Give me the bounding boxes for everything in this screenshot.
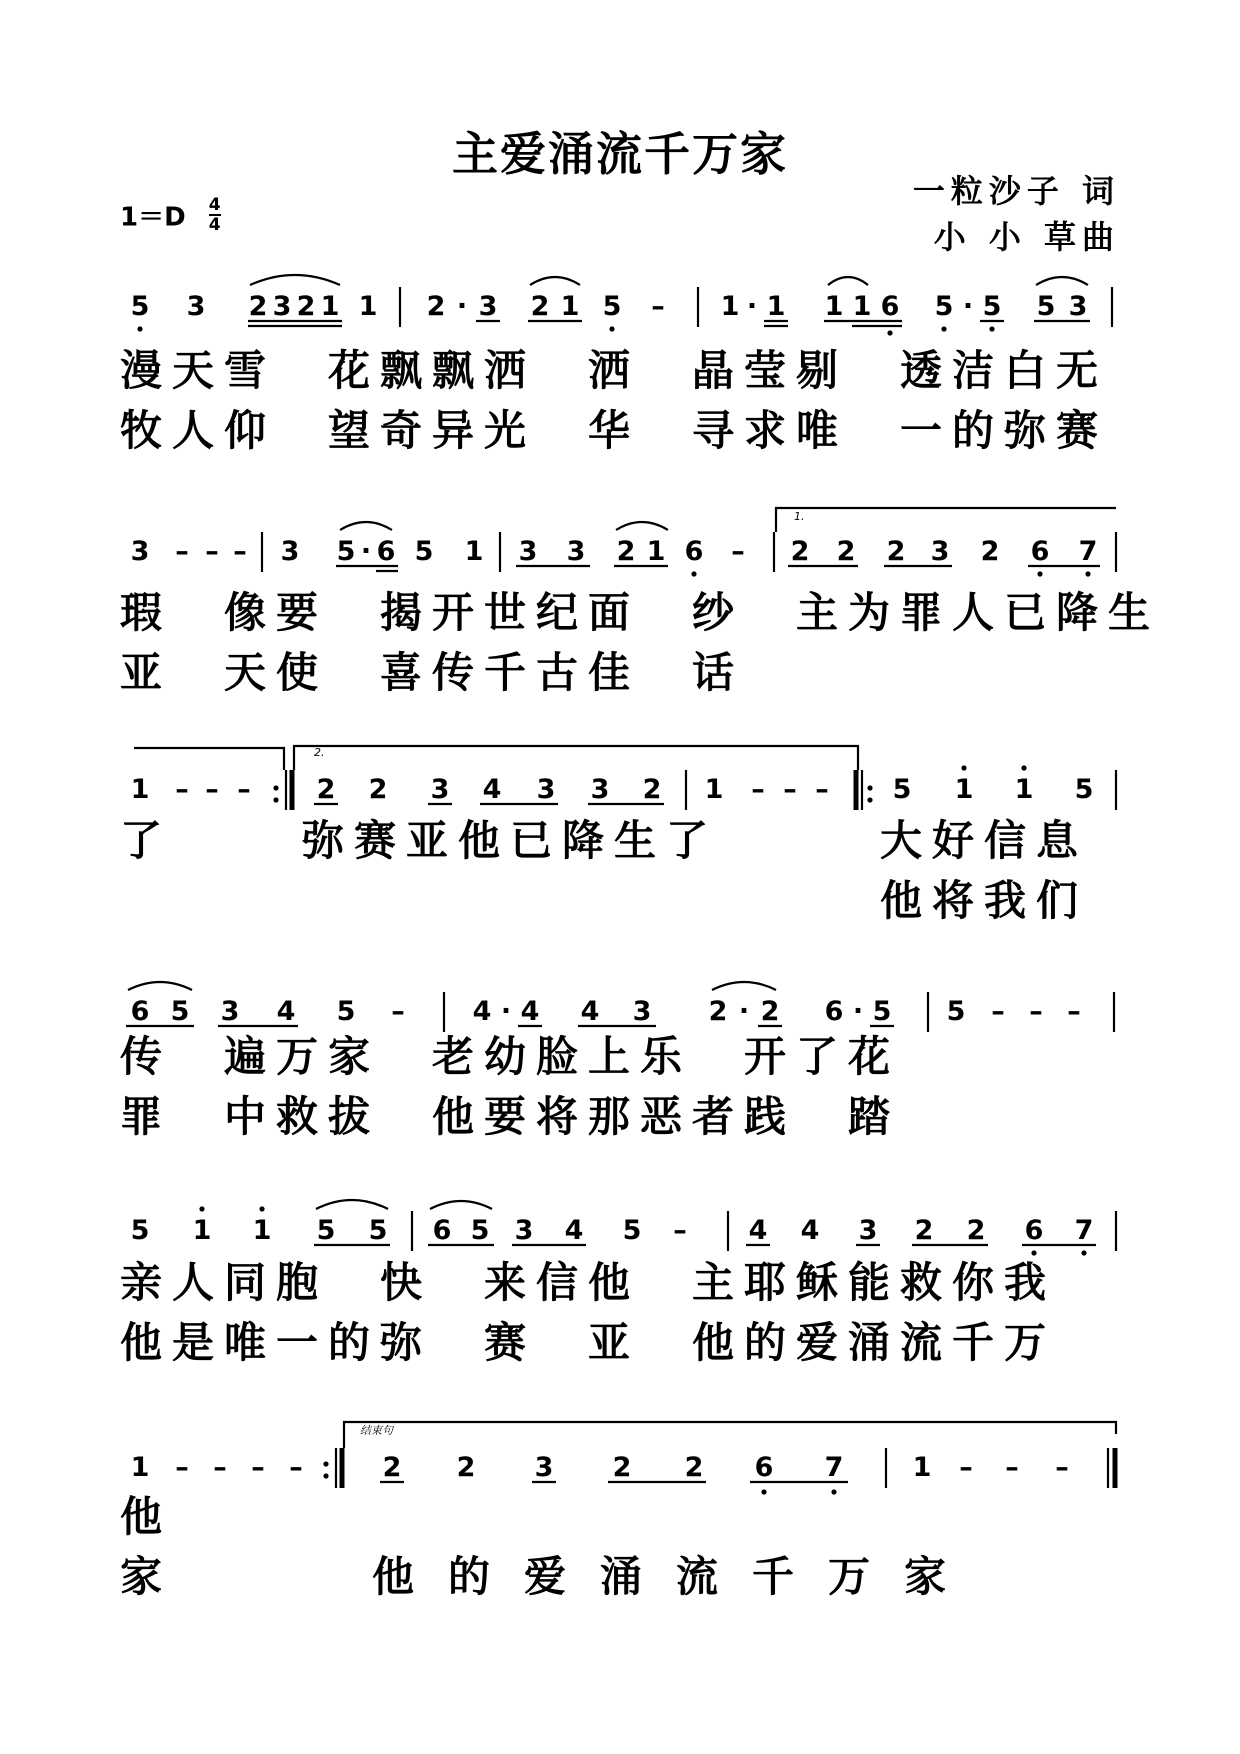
notation-line [430,1201,492,1209]
note: – [959,1452,973,1483]
note: 5 [1074,774,1094,805]
note: 2 [980,536,1000,567]
octave-dot [199,1206,204,1211]
lyricist-credit: 一粒沙子 词 [912,172,1120,210]
lyric: 了 [120,816,173,865]
octave-dot [259,1206,264,1211]
lyric: 瑕 像要 揭开世纪面 纱 主为罪人已降生 [120,588,1161,637]
key-signature [120,196,221,234]
note: 5 [872,996,892,1027]
note: 2 [790,536,810,567]
time-signature [209,196,221,234]
note: 1 [320,291,340,322]
note: 6 [130,996,150,1027]
note: 4 [800,1215,820,1246]
note: – [213,1452,227,1483]
note: 4 [276,996,296,1027]
note: 5 [336,996,356,1027]
note: 5 [470,1215,490,1246]
ending-bracket [344,1422,1116,1448]
note: 3 [514,1215,534,1246]
notation-line [250,275,340,285]
note: 4 [580,996,600,1027]
octave-dot [1085,571,1090,576]
note: 5 [316,1215,336,1246]
note: 3 [1068,291,1088,322]
note: 4 [472,996,492,1027]
note: 6 [684,536,704,567]
note: 3 [430,774,450,805]
note: 2 [966,1215,986,1246]
note: 1 [1014,774,1034,805]
note: 1 [252,1215,272,1246]
note: – [233,536,247,567]
lyric: 漫天雪 花飘飘洒 洒 晶莹剔 透洁白无 [120,346,1109,395]
note: 3 [590,774,610,805]
note: 3 [272,291,292,322]
note: 3 [478,291,498,322]
note: 2 [612,1452,632,1483]
lyric: 家 [120,1552,173,1601]
lyric: 他的爱涌流千万家 [372,1552,981,1601]
note: 7 [1078,536,1098,567]
note: 3 [536,774,556,805]
note: – [289,1452,303,1483]
note: – [205,536,219,567]
lyric: 亲人同胞 快 来信他 主耶稣能救你我 [120,1258,1057,1307]
lyric: 他将我们 [880,876,1089,925]
note: – [175,1452,189,1483]
note: 2 [426,291,446,322]
note: 5 [934,291,954,322]
note: 5 [368,1215,388,1246]
note: 2 [456,1452,476,1483]
note: · [746,291,758,322]
octave-dot [867,797,872,802]
note: 3 [566,536,586,567]
note: 5 [130,291,150,322]
note: – [673,1215,687,1246]
notation-line [712,982,776,990]
note: 2 [684,1452,704,1483]
notation-group [137,326,994,335]
note: 2 [642,774,662,805]
octave-dot [1037,571,1042,576]
octave-dot [323,1473,328,1478]
note: 6 [754,1452,774,1483]
note: 1 [130,1452,150,1483]
note: 5 [414,536,434,567]
lyric: 传 遍万家 老幼脸上乐 开了花 [120,1032,901,1081]
notation-line [316,1200,388,1209]
note: 4 [482,774,502,805]
notation-line [530,277,580,285]
note: 6 [880,291,900,322]
key-label: 1＝D [120,202,186,233]
note: 2 [616,536,636,567]
note: 2 [914,1215,934,1246]
volta-first-label: 1. [794,510,805,523]
note: 3 [220,996,240,1027]
notation-line [340,522,392,530]
note: 1 [824,291,844,322]
note: 5 [982,291,1002,322]
octave-dot [887,330,892,335]
note: – [1067,996,1081,1027]
note: 1 [766,291,786,322]
time-top: 4 [208,195,221,215]
lyric: 亚 天使 喜传千古佳 话 [120,648,745,697]
note: – [251,1452,265,1483]
staff-system-2 [0,500,1240,590]
notation-group [131,1452,1069,1483]
lyric: 他是唯一的弥 赛 亚 他的爱涌流千万 [120,1318,1057,1367]
note: 1 [954,774,974,805]
volta-second-label: 2. [314,746,325,759]
note: · [738,996,750,1027]
note: – [1055,1452,1069,1483]
note: 3 [534,1452,554,1483]
note: 1 [704,774,724,805]
note: 1 [720,291,740,322]
note: · [456,291,468,322]
note: 4 [564,1215,584,1246]
note: 6 [1024,1215,1044,1246]
note: 3 [858,1215,878,1246]
note: 1 [646,536,666,567]
song-title: 主爱涌流千万家 [452,127,788,181]
note: 3 [632,996,652,1027]
octave-dot [323,1461,328,1466]
note: 6 [376,536,396,567]
octave-dot [961,765,966,770]
note: 1 [852,291,872,322]
time-bottom: 4 [208,215,221,235]
note: · [962,291,974,322]
note: 2 [248,291,268,322]
note: – [751,774,765,805]
volta-first-continue [134,748,284,770]
octave-dot [761,1489,766,1494]
ending-label: 结束句 [360,1424,393,1437]
note: 5 [1036,291,1056,322]
note: 1 [464,536,484,567]
note: 2 [760,996,780,1027]
octave-dot [137,326,142,331]
note: – [175,774,189,805]
note: 2 [316,774,336,805]
note: · [500,996,512,1027]
note: 1 [130,774,150,805]
octave-dot [691,571,696,576]
note: – [175,536,189,567]
octave-dot [273,797,278,802]
note: 5 [170,996,190,1027]
note: 2 [530,291,550,322]
notation-group [131,291,1088,322]
notation-group [131,536,1098,567]
note: 2 [368,774,388,805]
note: 1 [912,1452,932,1483]
note: · [852,996,864,1027]
notation-group [131,1215,1094,1246]
note: – [783,774,797,805]
notation-line [616,522,668,530]
octave-dot [609,326,614,331]
note: 3 [930,536,950,567]
note: 6 [1030,536,1050,567]
note: 5 [622,1215,642,1246]
note: – [237,774,251,805]
note: – [1029,996,1043,1027]
note: 6 [432,1215,452,1246]
staff-system-6 [0,1408,1240,1498]
note: 5 [946,996,966,1027]
note: 5 [336,536,356,567]
notation-line [828,277,868,285]
note: 1 [560,291,580,322]
note: 5 [602,291,622,322]
notation-group [336,1422,1116,1488]
lyric: 他 [120,1492,173,1541]
note: 5 [892,774,912,805]
note: 2 [836,536,856,567]
staff-system-3 [0,738,1240,828]
lyric: 弥赛亚他已降生了 [302,816,719,865]
note: 4 [520,996,540,1027]
note: 6 [824,996,844,1027]
octave-dot [273,785,278,790]
volta-bracket [776,508,1116,532]
note: – [651,291,665,322]
octave-dot [989,326,994,331]
volta-second-bracket [294,746,858,770]
note: 2 [382,1452,402,1483]
octave-dot [867,785,872,790]
note: – [391,996,405,1027]
notation-group [126,982,1114,1032]
note: 2 [708,996,728,1027]
notation-group [131,996,1081,1027]
staff-system-1 [0,255,1240,335]
note: – [205,774,219,805]
note: 3 [130,536,150,567]
note: – [991,996,1005,1027]
note: 7 [824,1452,844,1483]
note: 2 [886,536,906,567]
notation-line [1036,277,1088,285]
note: – [815,774,829,805]
octave-dot [831,1489,836,1494]
octave-dot [1081,1250,1086,1255]
notation-group [691,571,1090,576]
lyric: 大好信息 [880,816,1089,865]
note: 3 [518,536,538,567]
composer-credit: 小 小 草曲 [933,218,1120,256]
note: 7 [1074,1215,1094,1246]
note: 3 [186,291,206,322]
note: 1 [192,1215,212,1246]
note: · [360,536,372,567]
note: 2 [296,291,316,322]
octave-dot [1021,765,1026,770]
octave-dot [941,326,946,331]
note: 4 [748,1215,768,1246]
lyric: 罪 中救拔 他要将那恶者践 踏 [120,1092,901,1141]
lyric: 牧人仰 望奇异光 华 寻求唯 一的弥赛 [120,406,1109,455]
note: – [731,536,745,567]
note: 3 [280,536,300,567]
note: 5 [130,1215,150,1246]
note: 1 [358,291,378,322]
octave-dot [1031,1250,1036,1255]
notation-line [128,982,192,990]
note: – [1005,1452,1019,1483]
